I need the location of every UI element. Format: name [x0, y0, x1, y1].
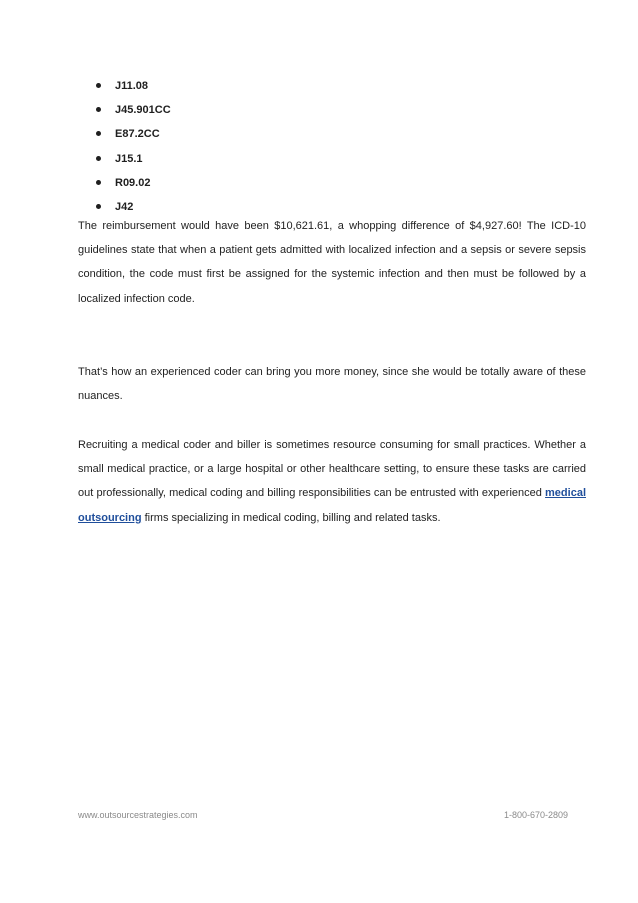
bullet-icon — [96, 131, 101, 136]
paragraph-text-after-link: firms specializing in medical coding, billing and related tasks. — [141, 511, 441, 524]
code-item-5 — [96, 175, 171, 199]
paragraph-reimbursement — [78, 214, 586, 311]
code-text: R09.02 — [115, 176, 151, 189]
paragraph-text-before-link: Recruiting a medical coder and biller is sometimes resource consuming for small practices. Whether a small medical practice, or a large hospital or other healthcare setting, to ensure these tasks are carried out professionally, medical coding and billing responsibilities can be entrusted with experienced — [78, 439, 586, 500]
footer-website: www.outsourcestrategies.com — [78, 810, 198, 820]
code-list — [96, 78, 171, 223]
code-text: J42 — [115, 200, 134, 213]
bullet-icon — [96, 83, 101, 88]
code-text: J15.1 — [115, 152, 143, 165]
bullet-icon — [96, 204, 101, 209]
code-item-4 — [96, 151, 171, 175]
code-text: E87.2CC — [115, 128, 160, 141]
code-text: J11.08 — [115, 80, 149, 92]
paragraph-experienced-coder — [78, 360, 586, 408]
paragraph-text: That’s how an experienced coder can bring you more money, since she would be totally aware of these nuances. — [78, 366, 586, 403]
paragraph-recruiting — [78, 433, 586, 530]
code-item-2 — [96, 102, 171, 126]
code-text: J45.901CC — [115, 104, 171, 117]
paragraph-text: The reimbursement would have been $10,621.61, a whopping difference of $4,927.60! The ICD-10 guidelines state that when a patient gets admitted with localized infection and a sepsis or severe sepsis condition, the code must first be assigned for the systemic infection and then must be followed by a localized infection code. — [78, 220, 586, 305]
code-item-1 — [96, 78, 171, 102]
bullet-icon — [96, 180, 101, 185]
paragraph-text — [78, 433, 586, 530]
bullet-icon — [96, 107, 101, 112]
bullet-icon — [96, 156, 101, 161]
medical-outsourcing-link[interactable]: medical outsourcing — [78, 487, 586, 524]
footer-phone: 1-800-670-2809 — [503, 810, 568, 820]
code-item-3 — [96, 126, 171, 150]
